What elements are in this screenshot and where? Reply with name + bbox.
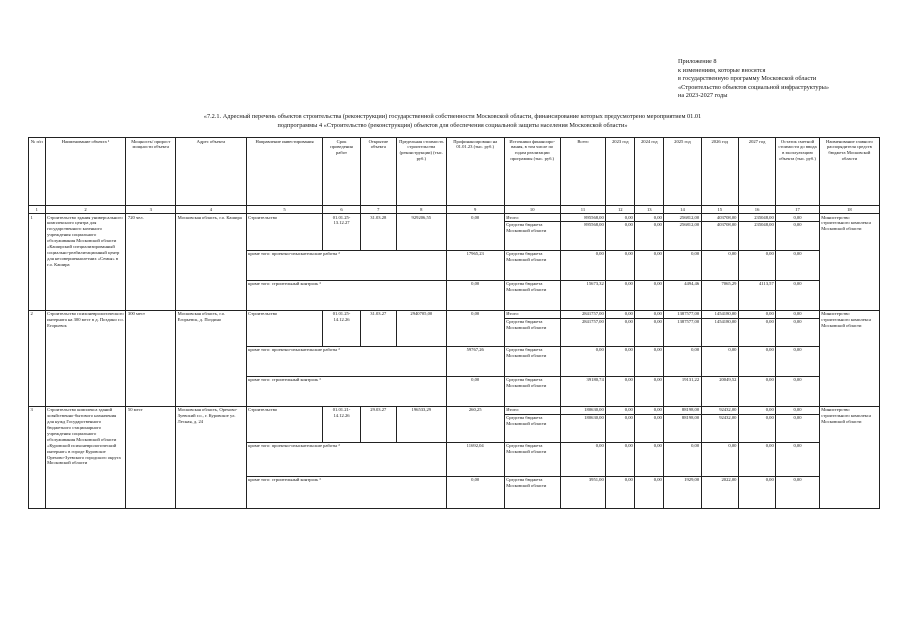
year-2025-value: 19131,22 xyxy=(664,376,701,406)
year-2024-value: 0,00 xyxy=(635,346,664,376)
remaining-cost: 0,00 xyxy=(776,406,820,414)
remaining-cost: 0,00 xyxy=(776,280,820,310)
column-header: Открытие объекта xyxy=(360,138,396,206)
appendix-line: Приложение 8 xyxy=(678,58,717,65)
column-header: Источники финансиро-вания, в том числе по годам реализации программы (тыс. руб.) xyxy=(504,138,560,206)
object-capacity: 300 мест xyxy=(126,310,176,406)
column-number: 10 xyxy=(504,206,560,214)
column-header: Наименование главного распорядителя средств бюджета Московской области xyxy=(819,138,879,206)
year-2027-value: 235048,00 xyxy=(738,214,775,222)
document-title xyxy=(0,113,905,130)
year-2027-value: 0,00 xyxy=(738,318,775,346)
year-2027-value: 0,00 xyxy=(738,250,775,280)
year-2027-value: 0,00 xyxy=(738,476,775,508)
total-value: 895568,00 xyxy=(560,221,606,250)
total-value: 895568,00 xyxy=(560,214,606,222)
column-header: Наименование объекта ¹ xyxy=(45,138,126,206)
year-2026-value: 0,00 xyxy=(701,250,738,280)
year-2026-value: 0,00 xyxy=(701,346,738,376)
year-2027-value: 4113,57 xyxy=(738,280,775,310)
funding-source: Средства бюджета Московской области xyxy=(504,250,560,280)
remaining-cost: 0,00 xyxy=(776,221,820,250)
remaining-cost: 0,00 xyxy=(776,476,820,508)
object-address: Московская область, г.о. Кашира xyxy=(176,214,246,311)
year-2027-value: 0,00 xyxy=(738,414,775,442)
total-value: 2841757,00 xyxy=(560,310,606,318)
year-2026-value: 1454180,00 xyxy=(701,310,738,318)
column-number: 14 xyxy=(664,206,701,214)
year-2027-value: 0,00 xyxy=(738,376,775,406)
table-row xyxy=(29,214,880,222)
funding-source: Средства бюджета Московской области xyxy=(504,376,560,406)
table-row xyxy=(29,406,880,414)
financed-amount: 17965,23 xyxy=(446,250,504,280)
investment-direction: Строительство xyxy=(246,310,323,346)
year-2026-value: 403708,00 xyxy=(701,221,738,250)
work-period: 01.01.25-14.12.26 xyxy=(323,310,360,346)
year-2024-value: 0,00 xyxy=(635,250,664,280)
funding-source: Итого: xyxy=(504,406,560,414)
budget-distributor: Министерство строительного комплекса Московской области xyxy=(819,406,879,508)
column-header: Срок проведения работ xyxy=(323,138,360,206)
year-2027-value: 0,00 xyxy=(738,442,775,476)
opening-date: 31.03.28 xyxy=(360,214,396,251)
year-2023-value: 0,00 xyxy=(606,250,635,280)
appendix-line: «Строительство объектов социальной инфраструктуры» xyxy=(678,83,830,91)
max-cost: 2940705,00 xyxy=(396,310,446,346)
object-number: 2 xyxy=(29,310,46,406)
year-2024-value: 0,00 xyxy=(635,280,664,310)
funding-source: Итого: xyxy=(504,214,560,222)
max-cost: 196533,29 xyxy=(396,406,446,442)
object-address: Московская область, Орехово-Зуевский г.о., г. Куровское ул. Лесная, д. 24 xyxy=(176,406,246,508)
column-header: Профинансировано на 01.01.23 (тыс. руб.) xyxy=(446,138,504,206)
year-2026-value: 20049,52 xyxy=(701,376,738,406)
column-number: 4 xyxy=(176,206,246,214)
year-2024-value: 0,00 xyxy=(635,476,664,508)
year-2026-value: 403708,00 xyxy=(701,214,738,222)
opening-date: 31.03.27 xyxy=(360,310,396,346)
year-2024-value: 0,00 xyxy=(635,414,664,442)
funding-source: Итого: xyxy=(504,310,560,318)
column-header: 2023 год xyxy=(606,138,635,206)
funding-source: Средства бюджета Московской области xyxy=(504,221,560,250)
year-2024-value: 0,00 xyxy=(635,221,664,250)
year-2025-value: 1929,00 xyxy=(664,476,701,508)
budget-distributor: Министерство строительного комплекса Московской области xyxy=(819,214,879,311)
total-value: 180630,00 xyxy=(560,406,606,414)
funding-source: Средства бюджета Московской области xyxy=(504,442,560,476)
year-2025-value: 88198,00 xyxy=(664,406,701,414)
column-header: 2025 год xyxy=(664,138,701,206)
remaining-cost: 0,00 xyxy=(776,250,820,280)
year-2025-value: 4494,46 xyxy=(664,280,701,310)
year-2024-value: 0,00 xyxy=(635,406,664,414)
year-2026-value: 0,00 xyxy=(701,442,738,476)
year-2027-value: 235048,00 xyxy=(738,221,775,250)
investment-direction: Строительство xyxy=(246,214,323,251)
remaining-cost: 0,00 xyxy=(776,346,820,376)
year-2025-value: 0,00 xyxy=(664,346,701,376)
year-2024-value: 0,00 xyxy=(635,376,664,406)
column-number: 11 xyxy=(560,206,606,214)
column-number: 15 xyxy=(701,206,738,214)
total-value: 3951,00 xyxy=(560,476,606,508)
object-capacity: 720 чел. xyxy=(126,214,176,311)
address-list-table xyxy=(28,137,880,509)
year-2026-value: 1454180,00 xyxy=(701,318,738,346)
opening-date: 29.03.27 xyxy=(360,406,396,442)
budget-distributor: Министерство строительного комплекса Московской области xyxy=(819,310,879,406)
object-name: Строительство комплекса зданий хозяйственно-бытового назначения для нужд Государственного бюджетного стационарного учреждения социального обслуживания Московской области «Куровской психоневрологический интернат» в городе Куровское Орехово-Зуевского городского округа Московской области xyxy=(45,406,126,508)
funding-source: Средства бюджета Московской области xyxy=(504,346,560,376)
total-value: 15673,32 xyxy=(560,280,606,310)
column-header: Остаток сметной стоимости до ввода в эксплуатацию объекта (тыс. руб.) xyxy=(776,138,820,206)
year-2026-value: 92432,00 xyxy=(701,406,738,414)
appendix-line: в государственную программу Московской области xyxy=(678,75,817,83)
funding-source: Средства бюджета Московской области xyxy=(504,280,560,310)
column-number: 7 xyxy=(360,206,396,214)
column-number: 17 xyxy=(776,206,820,214)
appendix-block xyxy=(678,58,893,101)
year-2025-value: 256812,00 xyxy=(664,214,701,222)
total-value: 0,00 xyxy=(560,250,606,280)
year-2023-value: 0,00 xyxy=(606,214,635,222)
column-number: 16 xyxy=(738,206,775,214)
column-number: 8 xyxy=(396,206,446,214)
column-number-row xyxy=(29,206,880,214)
year-2025-value: 0,00 xyxy=(664,442,701,476)
year-2023-value: 0,00 xyxy=(606,406,635,414)
remaining-cost: 0,00 xyxy=(776,318,820,346)
year-2027-value: 0,00 xyxy=(738,310,775,318)
year-2023-value: 0,00 xyxy=(606,414,635,442)
appendix-line: на 2023-2027 годы xyxy=(678,92,728,100)
appendix-line: к изменениям, которые вносятся xyxy=(678,66,766,74)
year-2026-value: 92432,00 xyxy=(701,414,738,442)
year-2023-value: 0,00 xyxy=(606,476,635,508)
work-period: 01.01.21-14.12.26 xyxy=(323,406,360,442)
object-number: 3 xyxy=(29,406,46,508)
column-header: Адрес объекта xyxy=(176,138,246,206)
total-value: 2841757,00 xyxy=(560,318,606,346)
object-name: Строительство психоневрологического интерната на 300 мест в д. Поздино г.о. Егорьевск xyxy=(45,310,126,406)
financed-amount: 0,00 xyxy=(446,214,504,251)
total-value: 39180,74 xyxy=(560,376,606,406)
object-name: Строительство здания универсального комплексного центра для государственного казенного учреждения социального обслуживания Московской области «Каширский специализированный социально-реабилитационный центр для несовершеннолетних «Семья» в г.о. Кашира xyxy=(45,214,126,311)
object-capacity: 50 мест xyxy=(126,406,176,508)
remaining-cost: 0,00 xyxy=(776,310,820,318)
year-2023-value: 0,00 xyxy=(606,346,635,376)
financed-amount: 260,25 xyxy=(446,406,504,442)
funding-source: Средства бюджета Московской области xyxy=(504,476,560,508)
year-2023-value: 0,00 xyxy=(606,442,635,476)
column-number: 9 xyxy=(446,206,504,214)
column-number: 6 xyxy=(323,206,360,214)
object-address: Московская область, г.о. Егорьевск, д. Поздино xyxy=(176,310,246,406)
column-number: 13 xyxy=(635,206,664,214)
column-header: № п/п xyxy=(29,138,46,206)
year-2025-value: 1387577,00 xyxy=(664,318,701,346)
max-cost: 929206,55 xyxy=(396,214,446,251)
year-2027-value: 0,00 xyxy=(738,346,775,376)
table-header-row xyxy=(29,138,880,206)
column-header: Направление инвестирования xyxy=(246,138,323,206)
year-2024-value: 0,00 xyxy=(635,310,664,318)
table-row xyxy=(29,310,880,318)
extra-label: кроме того: проектно-изыскательские работы ² xyxy=(246,346,446,376)
column-number: 18 xyxy=(819,206,879,214)
column-number: 3 xyxy=(126,206,176,214)
year-2023-value: 0,00 xyxy=(606,280,635,310)
extra-label: кроме того: проектно-изыскательские работы ² xyxy=(246,250,446,280)
year-2025-value: 88198,00 xyxy=(664,414,701,442)
total-value: 180630,00 xyxy=(560,414,606,442)
extra-label: кроме того: проектно-изыскательские работы ² xyxy=(246,442,446,476)
year-2023-value: 0,00 xyxy=(606,376,635,406)
year-2027-value: 0,00 xyxy=(738,406,775,414)
year-2026-value: 2022,00 xyxy=(701,476,738,508)
year-2024-value: 0,00 xyxy=(635,442,664,476)
column-header: 2026 год xyxy=(701,138,738,206)
year-2024-value: 0,00 xyxy=(635,214,664,222)
financed-amount: 59767,26 xyxy=(446,346,504,376)
investment-direction: Строительство xyxy=(246,406,323,442)
remaining-cost: 0,00 xyxy=(776,414,820,442)
year-2023-value: 0,00 xyxy=(606,221,635,250)
extra-label: кроме того: строительный контроль ³ xyxy=(246,476,446,508)
column-number: 1 xyxy=(29,206,46,214)
funding-source: Средства бюджета Московской области xyxy=(504,318,560,346)
title-line: подпрограммы 4 «Строительство (реконструкция) объектов для обеспечения социальной защиты населения Московской области» xyxy=(277,121,628,129)
financed-amount: 0,00 xyxy=(446,310,504,346)
column-header: 2024 год xyxy=(635,138,664,206)
remaining-cost: 0,00 xyxy=(776,214,820,222)
remaining-cost: 0,00 xyxy=(776,442,820,476)
remaining-cost: 0,00 xyxy=(776,376,820,406)
year-2025-value: 1387577,00 xyxy=(664,310,701,318)
financed-amount: 11692,04 xyxy=(446,442,504,476)
year-2025-value: 0,00 xyxy=(664,250,701,280)
total-value: 0,00 xyxy=(560,442,606,476)
column-header: Мощность/ прирост мощности объекта xyxy=(126,138,176,206)
column-number: 12 xyxy=(606,206,635,214)
year-2023-value: 0,00 xyxy=(606,318,635,346)
year-2023-value: 0,00 xyxy=(606,310,635,318)
year-2026-value: 7065,29 xyxy=(701,280,738,310)
column-header: 2027 год xyxy=(738,138,775,206)
total-value: 0,00 xyxy=(560,346,606,376)
column-number: 5 xyxy=(246,206,323,214)
column-header: Всего xyxy=(560,138,606,206)
work-period: 01.01.25-13.12.27 xyxy=(323,214,360,251)
financed-amount: 0,00 xyxy=(446,476,504,508)
object-number: 1 xyxy=(29,214,46,311)
column-number: 2 xyxy=(45,206,126,214)
column-header: Предельная стоимость строительства (реконструкции) (тыс. руб.) xyxy=(396,138,446,206)
financed-amount: 0,00 xyxy=(446,376,504,406)
funding-source: Средства бюджета Московской области xyxy=(504,414,560,442)
financed-amount: 0,00 xyxy=(446,280,504,310)
extra-label: кроме того: строительный контроль ³ xyxy=(246,280,446,310)
year-2025-value: 256812,00 xyxy=(664,221,701,250)
year-2024-value: 0,00 xyxy=(635,318,664,346)
title-line: «7.2.1. Адресный перечень объектов строительства (реконструкции) государственной собственности Московской области, финансирование которых предусмотрено мероприятием 01.01 xyxy=(203,113,702,120)
extra-label: кроме того: строительный контроль ³ xyxy=(246,376,446,406)
